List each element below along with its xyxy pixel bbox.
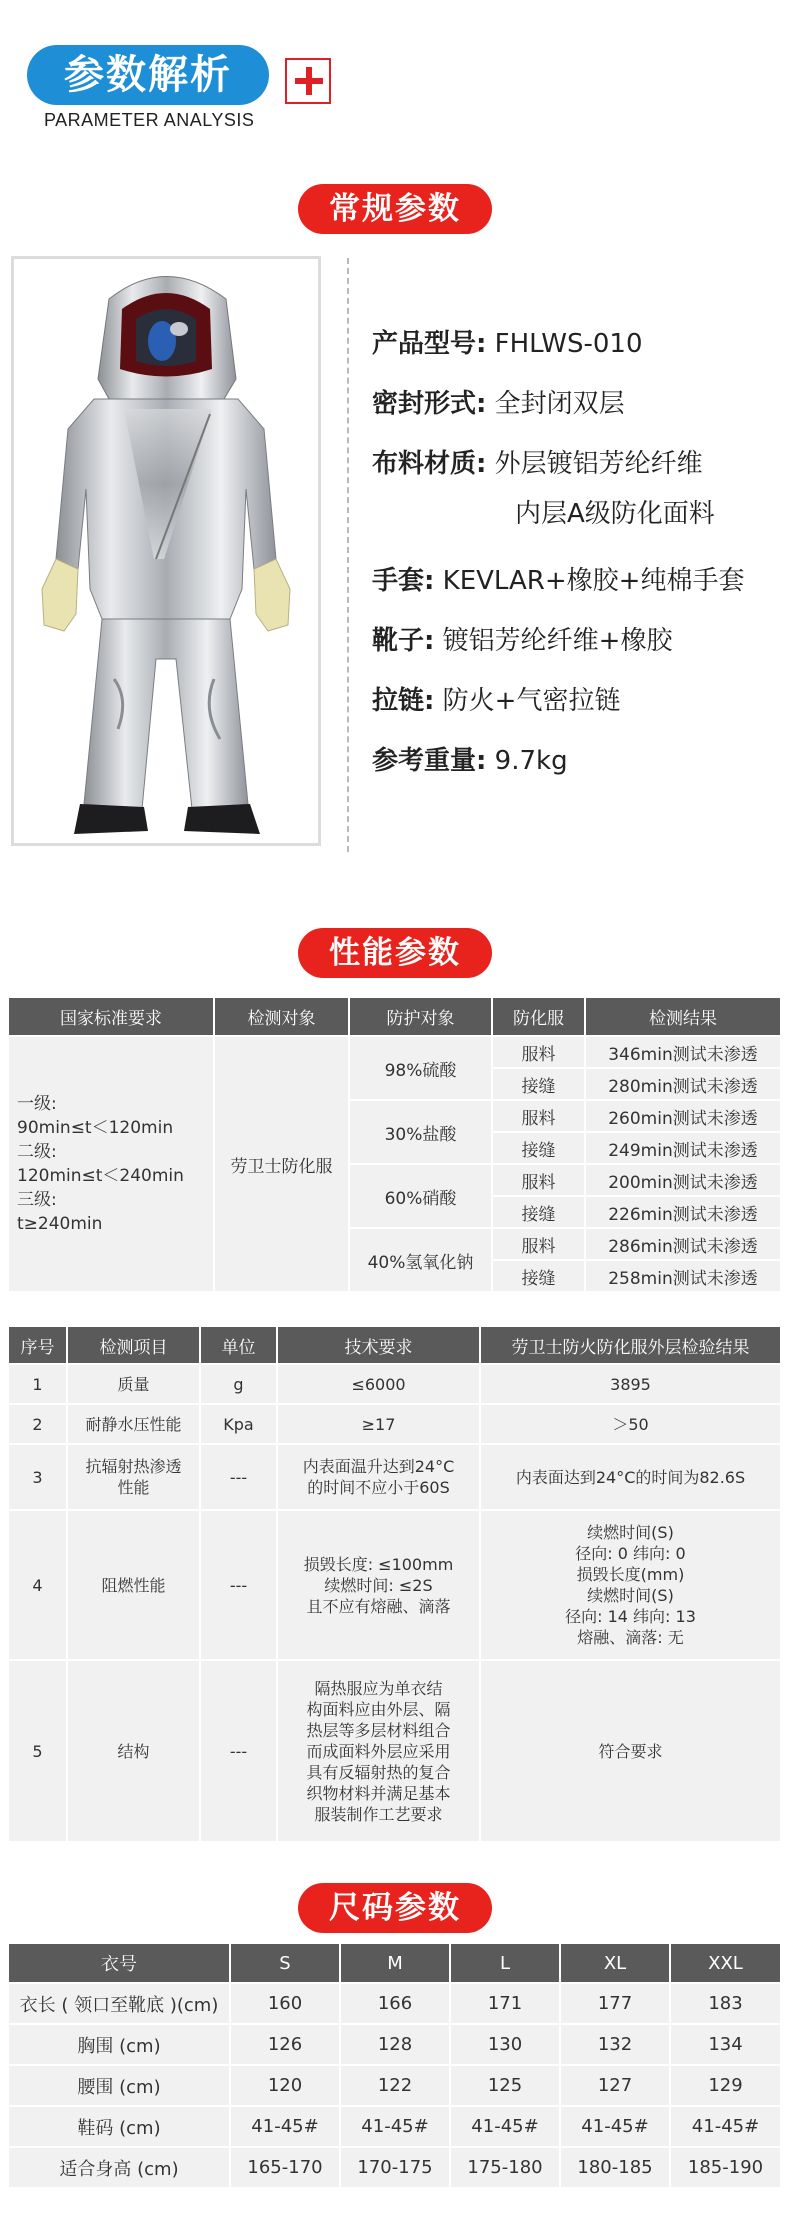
table-row [8, 1510, 781, 1660]
table-row [8, 1660, 781, 1842]
permeation-table [7, 996, 782, 1293]
unit-cell: --- [200, 1444, 277, 1510]
result-cell: 226min测试未渗透 [585, 1196, 781, 1228]
table-header-row [8, 1943, 781, 1983]
size-value: 126 [230, 2024, 340, 2065]
unit-cell: --- [200, 1510, 277, 1660]
size-value: 183 [670, 1983, 781, 2024]
page-title: 参数解析 [27, 45, 269, 105]
table-header: 劳卫士防火防化服外层检验结果 [480, 1326, 781, 1364]
row-label: 腰围 (cm) [8, 2065, 230, 2106]
part-cell: 服料 [492, 1100, 585, 1132]
table-header: L [450, 1943, 560, 1983]
dashed-divider [347, 258, 349, 852]
result-cell: 280min测试未渗透 [585, 1068, 781, 1100]
item-cell: 质量 [67, 1364, 200, 1404]
chemical-cell: 60%硝酸 [349, 1164, 492, 1228]
part-cell: 接缝 [492, 1260, 585, 1292]
size-value: 41-45# [670, 2106, 781, 2147]
row-number: 2 [8, 1404, 67, 1444]
table-header: XXL [670, 1943, 781, 1983]
size-value: 129 [670, 2065, 781, 2106]
chemical-cell: 98%硫酸 [349, 1036, 492, 1100]
row-number: 1 [8, 1364, 67, 1404]
table-header: 技术要求 [277, 1326, 480, 1364]
item-cell: 耐静水压性能 [67, 1404, 200, 1444]
table-header: XL [560, 1943, 670, 1983]
unit-cell: --- [200, 1660, 277, 1842]
grade-requirement-cell: 一级: 90min≤t＜120min 二级: 120min≤t＜240min 三级: t≥240min [8, 1036, 214, 1292]
size-value: 134 [670, 2024, 781, 2065]
requirement-cell: ≥17 [277, 1404, 480, 1444]
size-value: 165-170 [230, 2147, 340, 2188]
part-cell: 服料 [492, 1164, 585, 1196]
size-value: 171 [450, 1983, 560, 2024]
table-row [8, 2106, 781, 2147]
part-cell: 接缝 [492, 1068, 585, 1100]
table-header-row [8, 1326, 781, 1364]
row-label: 适合身高 (cm) [8, 2147, 230, 2188]
size-value: 41-45# [450, 2106, 560, 2147]
table-header-row [8, 997, 781, 1036]
size-value: 127 [560, 2065, 670, 2106]
table-row [8, 1036, 781, 1068]
section-title-size: 尺码参数 [298, 1883, 492, 1933]
row-number: 5 [8, 1660, 67, 1842]
row-number: 3 [8, 1444, 67, 1510]
spec-seal: 密封形式: 全封闭双层 [372, 389, 625, 419]
unit-cell: Kpa [200, 1404, 277, 1444]
row-label: 胸围 (cm) [8, 2024, 230, 2065]
result-cell: 3895 [480, 1364, 781, 1404]
result-cell: 内表面达到24°C的时间为82.6S [480, 1444, 781, 1510]
requirement-cell: ≤6000 [277, 1364, 480, 1404]
size-value: 128 [340, 2024, 450, 2065]
result-cell: 260min测试未渗透 [585, 1100, 781, 1132]
table-header: 检测对象 [214, 997, 349, 1036]
product-photo [11, 256, 321, 846]
size-value: 180-185 [560, 2147, 670, 2188]
part-cell: 服料 [492, 1228, 585, 1260]
chemical-cell: 40%氢氧化钠 [349, 1228, 492, 1292]
size-value: 41-45# [230, 2106, 340, 2147]
size-value: 185-190 [670, 2147, 781, 2188]
size-value: 41-45# [560, 2106, 670, 2147]
result-cell: 249min测试未渗透 [585, 1132, 781, 1164]
table-header: 国家标准要求 [8, 997, 214, 1036]
result-cell: 200min测试未渗透 [585, 1164, 781, 1196]
table-header: 检测结果 [585, 997, 781, 1036]
unit-cell: g [200, 1364, 277, 1404]
size-value: 41-45# [340, 2106, 450, 2147]
size-value: 160 [230, 1983, 340, 2024]
item-cell: 抗辐射热渗透 性能 [67, 1444, 200, 1510]
table-header: 单位 [200, 1326, 277, 1364]
spec-fabric-inner: 内层A级防化面料 [515, 499, 715, 529]
section-title-general: 常规参数 [298, 184, 492, 234]
size-table [7, 1942, 782, 2189]
spec-boots: 靴子: 镀铝芳纶纤维+橡胶 [372, 626, 673, 656]
size-value: 175-180 [450, 2147, 560, 2188]
table-row [8, 2065, 781, 2106]
row-number: 4 [8, 1510, 67, 1660]
table-row [8, 1444, 781, 1510]
row-label: 鞋码 (cm) [8, 2106, 230, 2147]
spec-fabric: 布料材质: 外层镀铝芳纶纤维 [372, 449, 703, 479]
spec-gloves: 手套: KEVLAR+橡胶+纯棉手套 [372, 566, 745, 596]
result-cell: 258min测试未渗透 [585, 1260, 781, 1292]
spec-zipper: 拉链: 防火+气密拉链 [372, 686, 621, 716]
result-cell: 续燃时间(S) 径向: 0 纬向: 0 损毁长度(mm) 续燃时间(S) 径向: 14 纬向: 13 熔融、滴落: 无 [480, 1510, 781, 1660]
size-value: 177 [560, 1983, 670, 2024]
table-header: 防护对象 [349, 997, 492, 1036]
spec-model: 产品型号: FHLWS-010 [372, 329, 643, 359]
size-value: 166 [340, 1983, 450, 2024]
size-value: 170-175 [340, 2147, 450, 2188]
requirement-cell: 隔热服应为单衣结 构面料应由外层、隔 热层等多层材料组合 而成面料外层应采用 具有反辐射热的复合 织物材料并满足基本 服装制作工艺要求 [277, 1660, 480, 1842]
part-cell: 接缝 [492, 1196, 585, 1228]
test-object-cell: 劳卫士防化服 [214, 1036, 349, 1292]
requirement-cell: 损毁长度: ≤100mm 续燃时间: ≤2S 且不应有熔融、滴落 [277, 1510, 480, 1660]
protective-suit-image [14, 259, 318, 843]
result-cell: ＞50 [480, 1404, 781, 1444]
red-cross-icon [285, 58, 331, 104]
item-cell: 结构 [67, 1660, 200, 1842]
table-header: 检测项目 [67, 1326, 200, 1364]
page-subtitle: PARAMETER ANALYSIS [44, 110, 255, 130]
inspection-table [7, 1325, 782, 1843]
part-cell: 接缝 [492, 1132, 585, 1164]
result-cell: 286min测试未渗透 [585, 1228, 781, 1260]
part-cell: 服料 [492, 1036, 585, 1068]
chemical-cell: 30%盐酸 [349, 1100, 492, 1164]
row-label: 衣长 ( 领口至靴底 )(cm) [8, 1983, 230, 2024]
table-row [8, 1983, 781, 2024]
table-header: 序号 [8, 1326, 67, 1364]
table-header: 防化服 [492, 997, 585, 1036]
result-cell: 符合要求 [480, 1660, 781, 1842]
item-cell: 阻燃性能 [67, 1510, 200, 1660]
table-header: M [340, 1943, 450, 1983]
table-header: S [230, 1943, 340, 1983]
size-value: 120 [230, 2065, 340, 2106]
section-title-performance: 性能参数 [298, 928, 492, 978]
table-row [8, 2024, 781, 2065]
result-cell: 346min测试未渗透 [585, 1036, 781, 1068]
size-value: 122 [340, 2065, 450, 2106]
size-value: 125 [450, 2065, 560, 2106]
table-row [8, 1404, 781, 1444]
spec-weight: 参考重量: 9.7kg [372, 746, 568, 776]
requirement-cell: 内表面温升达到24°C 的时间不应小于60S [277, 1444, 480, 1510]
size-value: 132 [560, 2024, 670, 2065]
size-value: 130 [450, 2024, 560, 2065]
table-header: 衣号 [8, 1943, 230, 1983]
table-row [8, 2147, 781, 2188]
table-row [8, 1364, 781, 1404]
